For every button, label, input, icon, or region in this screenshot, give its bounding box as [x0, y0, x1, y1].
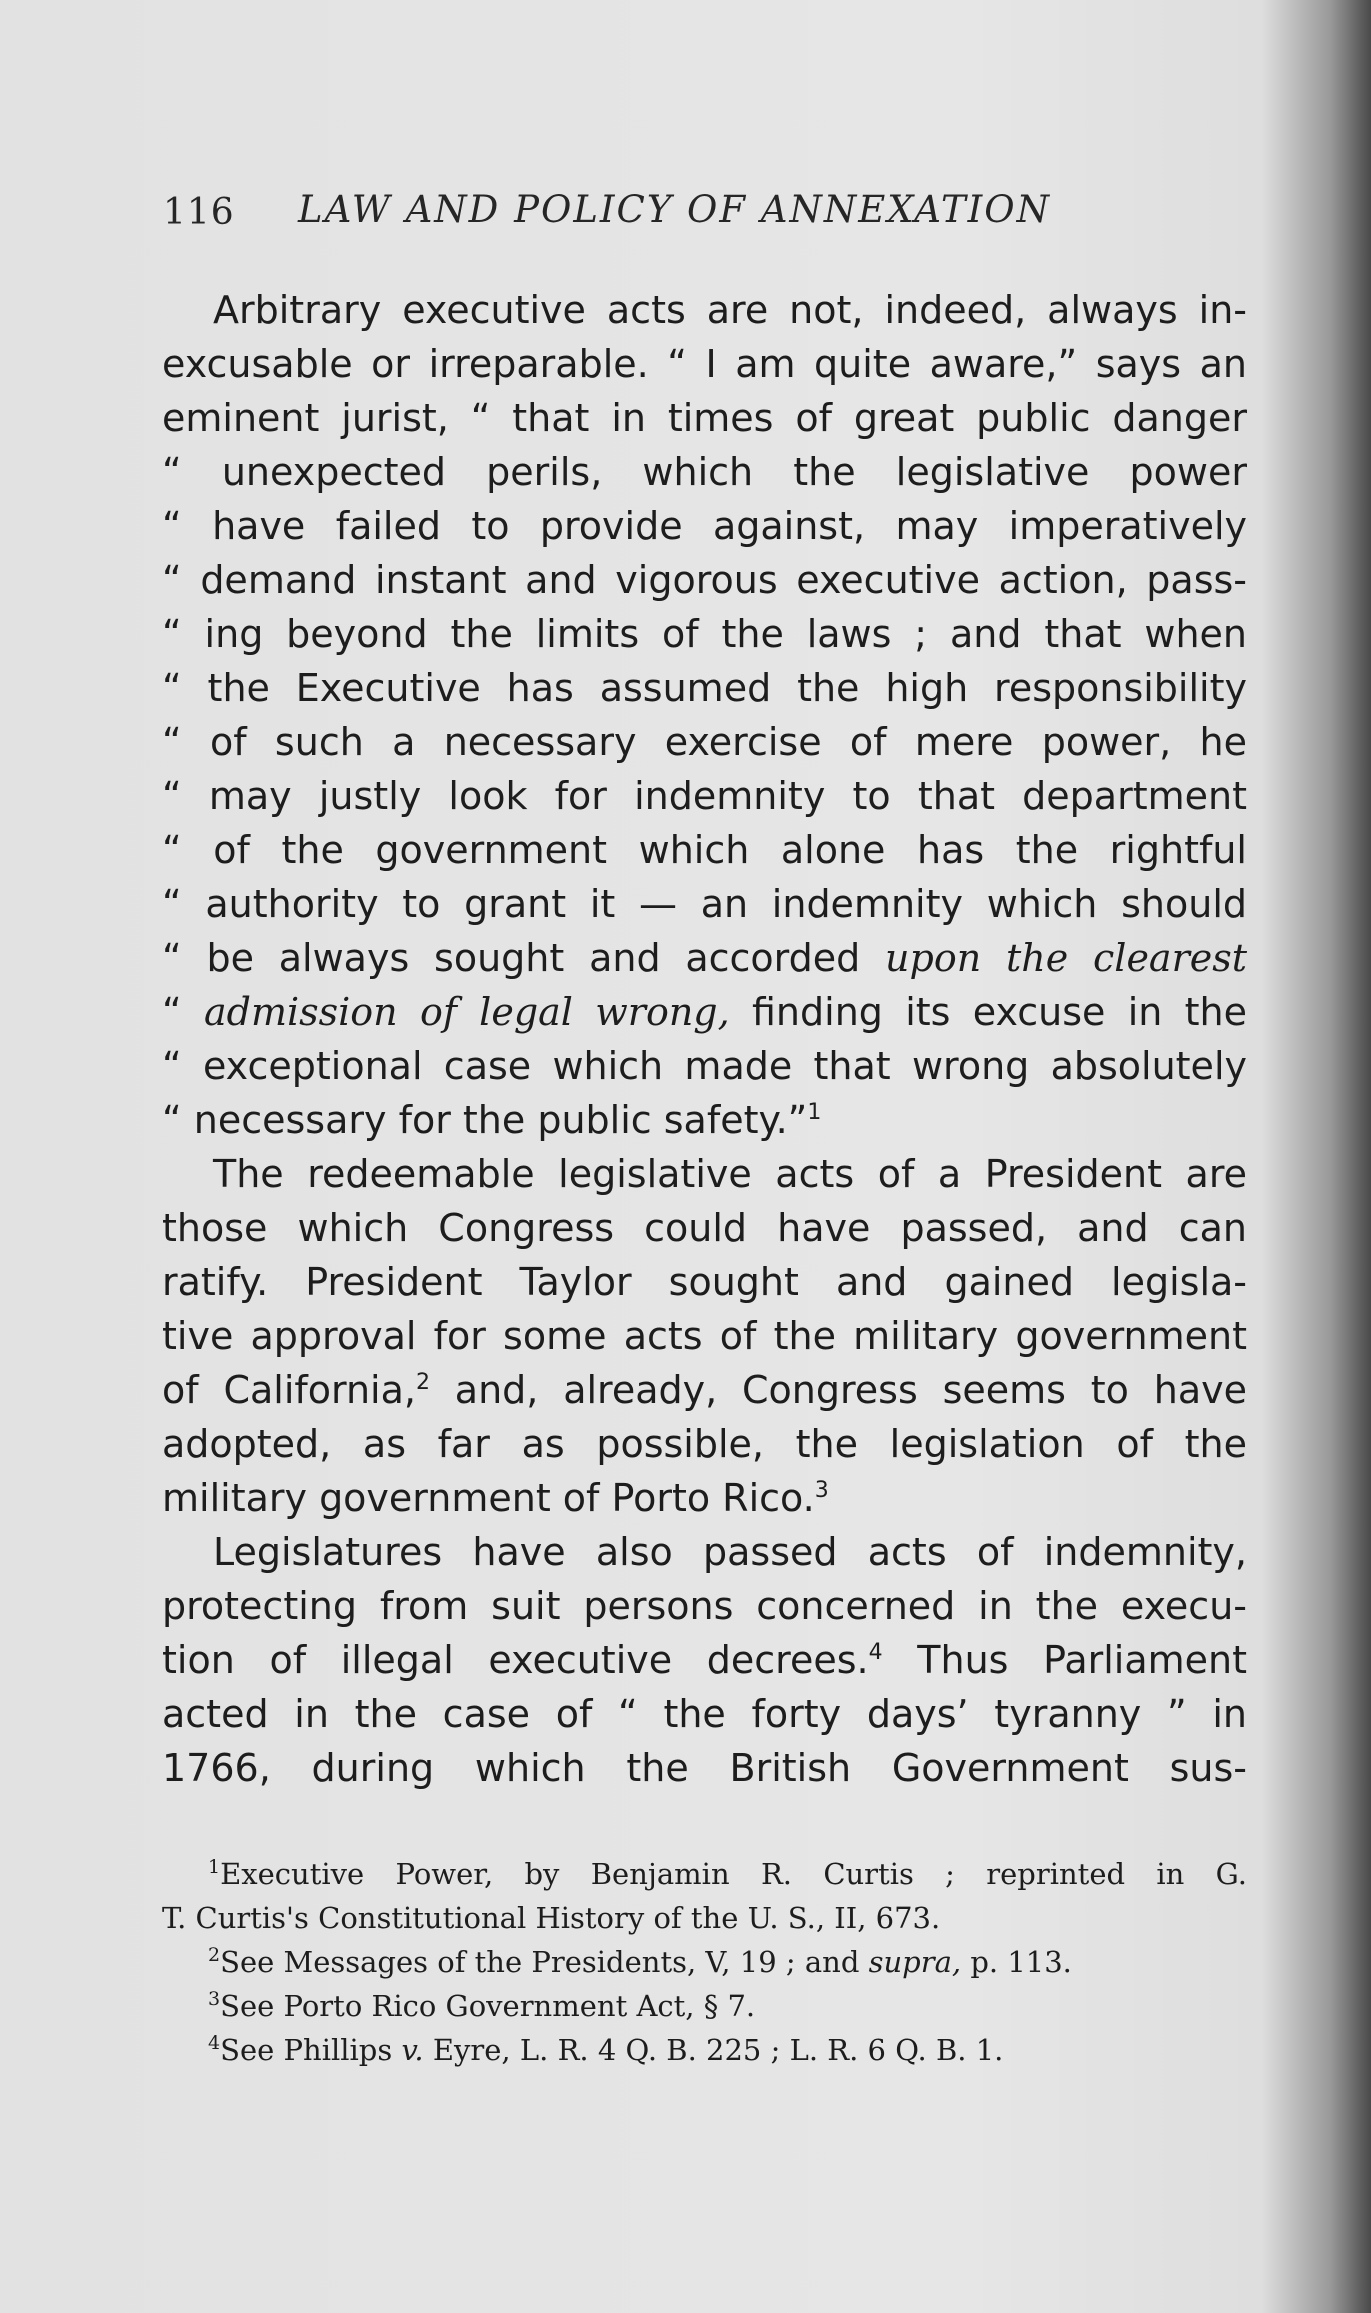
italic-emphasis: admission of legal wrong, — [203, 990, 730, 1034]
text-line: tive approval for some acts of the military government — [162, 1314, 1247, 1358]
paragraph-2 — [162, 1147, 1247, 1525]
paragraph-3 — [162, 1525, 1247, 1795]
footnote-2 — [162, 1940, 1247, 1984]
text-line: “ unexpected perils, which the legislative power — [162, 450, 1247, 494]
text-line: 1766, during which the British Government sus- — [162, 1746, 1247, 1790]
line-text: “ — [162, 990, 204, 1034]
text-line: The redeemable legislative acts of a President are — [213, 1152, 1247, 1196]
line-text: finding its excuse in the — [729, 990, 1248, 1034]
footnote-number: 4 — [208, 2032, 221, 2054]
footnote-text: Eyre, L. R. 4 Q. B. 225 ; L. R. 6 Q. B. 1. — [423, 2033, 1004, 2067]
text-line: acted in the case of “ the forty days’ tyranny ” in — [162, 1692, 1247, 1736]
line-text: Thus Parliament — [882, 1638, 1248, 1682]
footnote-text: See Phillips — [220, 2033, 402, 2067]
line-text: and, already, Congress seems to have — [429, 1368, 1247, 1412]
text-line: eminent jurist, “ that in times of great public danger — [162, 396, 1247, 440]
text-line: “ may justly look for indemnity to that department — [162, 774, 1247, 818]
text-line: protecting from suit persons concerned in the execu- — [162, 1584, 1247, 1628]
footnote-ref: 3 — [814, 1478, 829, 1503]
footnote-text: See Porto Rico Government Act, § 7. — [220, 1989, 756, 2023]
footnote-number: 3 — [208, 1988, 221, 2010]
footnote-number: 1 — [208, 1856, 221, 1878]
text-line: ratify. President Taylor sought and gained legisla- — [162, 1260, 1247, 1304]
footnote-1 — [162, 1852, 1247, 1896]
text-line: “ exceptional case which made that wrong absolutely — [162, 1044, 1247, 1088]
line-text: of California, — [162, 1368, 416, 1412]
footnote-text: p. 113. — [961, 1945, 1072, 1979]
footnote-4 — [162, 2028, 1247, 2072]
line-text: “ necessary for the public safety.” — [162, 1098, 808, 1142]
line-text: military government of Porto Rico. — [162, 1476, 815, 1520]
text-line — [162, 985, 1247, 1039]
text-line: those which Congress could have passed, and can — [162, 1206, 1247, 1250]
footnote-3 — [162, 1984, 1247, 2028]
text-line: excusable or irreparable. “ I am quite aware,” says an — [162, 342, 1247, 386]
footnote-ref: 4 — [868, 1640, 883, 1665]
italic-emphasis: supra, — [868, 1945, 962, 1979]
footnotes — [162, 1852, 1247, 2072]
footnote-ref: 1 — [807, 1100, 822, 1125]
paragraph-1 — [162, 283, 1247, 1147]
text-line: Legislatures have also passed acts of indemnity, — [213, 1530, 1247, 1574]
italic-emphasis: upon the clearest — [885, 936, 1248, 980]
footnote-number: 2 — [208, 1944, 221, 1966]
text-line: “ authority to grant it — an indemnity which should — [162, 882, 1247, 926]
text-line: “ have failed to provide against, may imperatively — [162, 504, 1247, 548]
text-line — [162, 931, 1247, 985]
footnote-1-continued: T. Curtis's Constitutional History of the U. S., II, 673. — [162, 1901, 941, 1935]
text-line: “ of such a necessary exercise of mere power, he — [162, 720, 1247, 764]
text-line — [162, 1471, 1247, 1525]
footnote-ref: 2 — [415, 1370, 430, 1395]
text-line — [162, 1363, 1247, 1417]
text-line — [162, 1633, 1247, 1687]
text-line: “ demand instant and vigorous executive action, pass- — [162, 558, 1247, 602]
line-text: tion of illegal executive decrees. — [162, 1638, 869, 1682]
body-text — [162, 283, 1247, 1795]
text-line: Arbitrary executive acts are not, indeed, always in- — [213, 288, 1247, 332]
text-line: adopted, as far as possible, the legislation of the — [162, 1422, 1247, 1466]
text-line: “ ing beyond the limits of the laws ; and that when — [162, 612, 1247, 656]
line-text: “ be always sought and accorded — [162, 936, 886, 980]
footnote-text: Executive Power, by Benjamin R. Curtis ; reprinted in G. — [220, 1857, 1247, 1891]
footnote-text: See Messages of the Presidents, V, 19 ; and — [220, 1945, 869, 1979]
page-header — [163, 178, 1163, 238]
italic-emphasis: v. — [401, 2033, 424, 2067]
text-line: “ of the government which alone has the rightful — [162, 828, 1247, 872]
text-line — [162, 1093, 1247, 1147]
page-number: 116 — [163, 192, 235, 233]
text-line: “ the Executive has assumed the high responsibility — [162, 666, 1247, 710]
running-title: LAW AND POLICY OF ANNEXATION — [298, 188, 1051, 231]
